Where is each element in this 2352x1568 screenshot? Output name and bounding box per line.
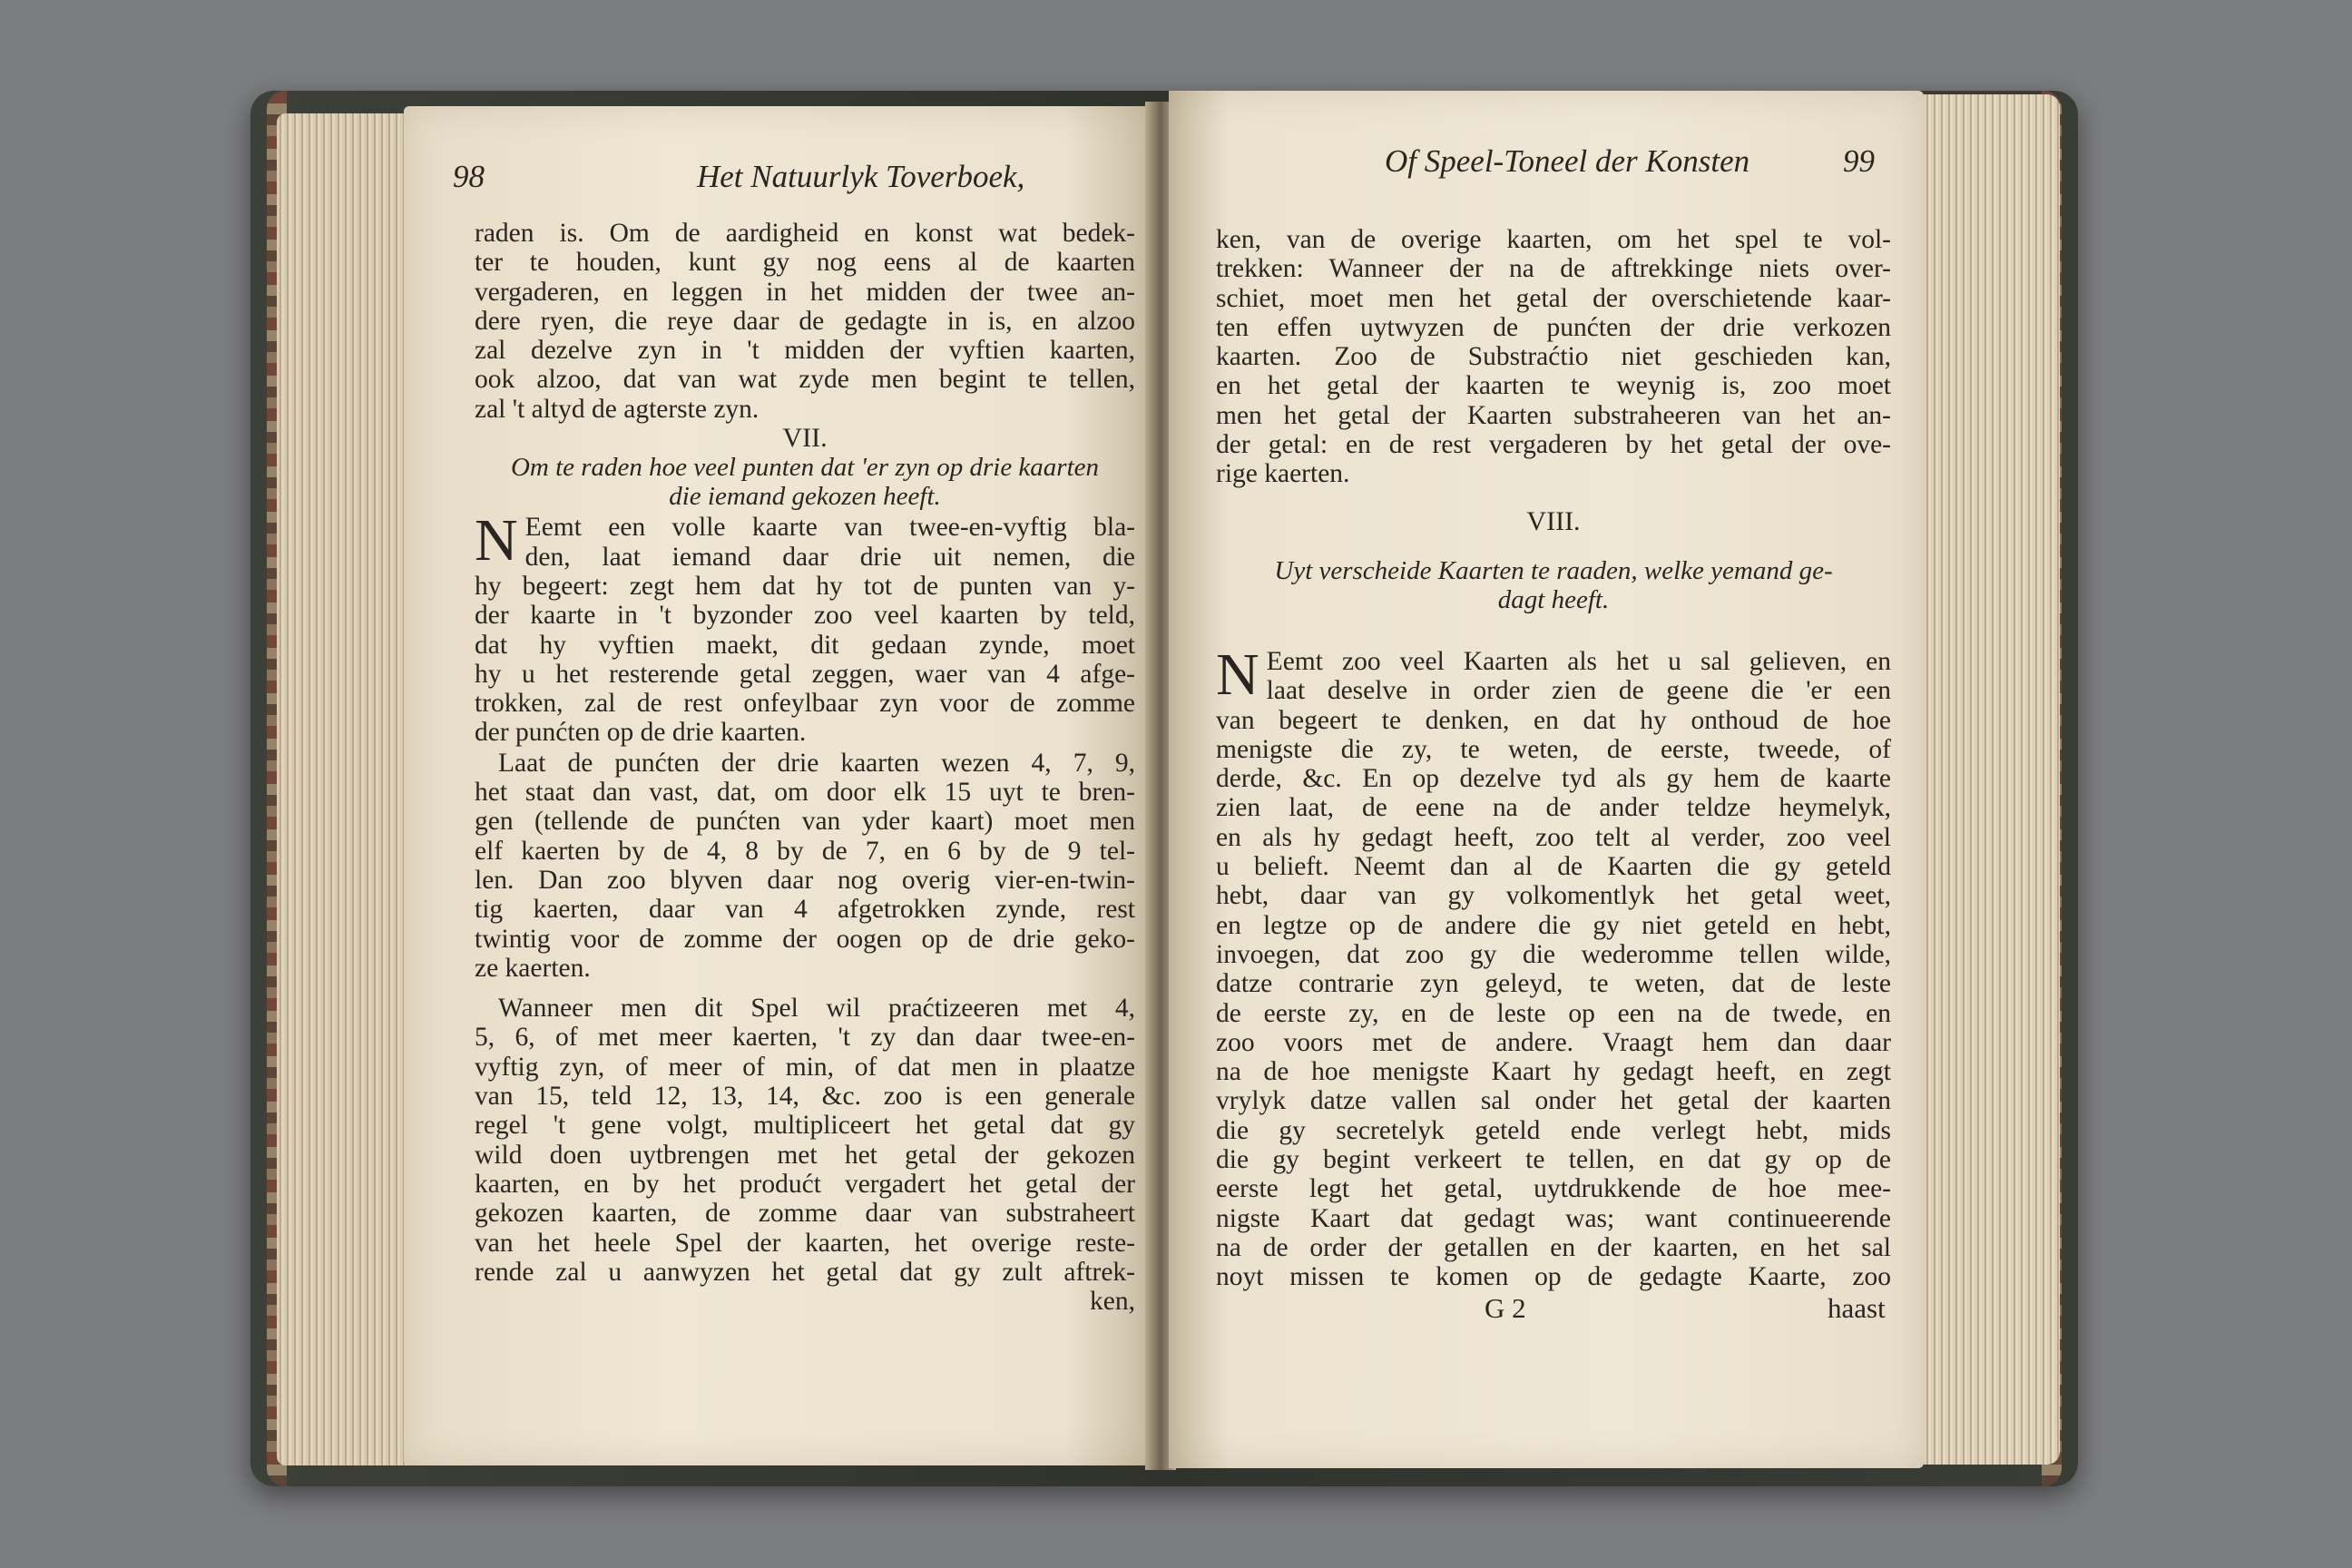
right-page-header bbox=[1230, 143, 1898, 189]
text-line: men het getal der Kaarten substraheeren van het an- bbox=[1216, 400, 1891, 430]
text-line: ze kaerten. bbox=[475, 953, 591, 983]
text-line: Wanneer men dit Spel wil praćtizeeren met 4, bbox=[498, 994, 1135, 1024]
text-line: ook alzoo, dat van wat zyde men begint te tellen, bbox=[475, 365, 1135, 395]
paragraph bbox=[475, 994, 1135, 1287]
text-line: 5, 6, of met meer kaerten, 't zy dan daar twee-en- bbox=[475, 1023, 1135, 1053]
text-line: zal 't altyd de agterste zyn. bbox=[475, 394, 760, 424]
text-line: rende zal u aanwyzen het getal dat gy zult aftrek- bbox=[475, 1257, 1135, 1287]
paragraph bbox=[475, 507, 1135, 748]
text-line: trekken: Wanneer der na de aftrekkinge niets over- bbox=[1216, 254, 1891, 284]
running-title: Of Speel-Toneel der Konsten bbox=[1385, 143, 1750, 179]
drop-cap: N bbox=[475, 507, 518, 574]
text-line: invoegen, dat zoo gy die wederomme tellen wilde, bbox=[1216, 939, 1891, 969]
paragraph bbox=[475, 219, 1135, 424]
text-line: Laat de punćten der drie kaarten wezen 4, 7, 9, bbox=[498, 748, 1135, 778]
text-line: dere ryen, die reye daar de gedagte in is, en alzoo bbox=[475, 306, 1135, 336]
text-line: van het heele Spel der kaarten, het overige reste- bbox=[475, 1228, 1135, 1258]
text-line: den, laat iemand daar drie uit nemen, die bbox=[524, 542, 1135, 572]
paragraph bbox=[1216, 641, 1891, 1292]
text-line: tig kaerten, daar van 4 afgetrokken zynde, rest bbox=[475, 895, 1135, 925]
text-line: raden is. Om de aardigheid en konst wat bedek- bbox=[475, 219, 1135, 248]
catchword: ken, bbox=[1090, 1287, 1135, 1317]
right-page-body bbox=[1216, 225, 1891, 1292]
text-line: van 15, teld 12, 13, 14, &c. zoo is een generale bbox=[475, 1082, 1135, 1112]
catchword: haast bbox=[1828, 1292, 1886, 1324]
section-title-line: die iemand gekozen heeft. bbox=[669, 482, 941, 512]
text-line: de eerste zy, en de leste op een na de twede, en bbox=[1216, 998, 1891, 1028]
text-line: na de order der getallen en der kaarten, en het sal bbox=[1216, 1232, 1891, 1262]
text-line: ten effen uytwyzen de punćten der drie verkozen bbox=[1216, 312, 1891, 342]
page-edges-left bbox=[277, 113, 411, 1465]
text-line: elf kaerten by de 4, 8 by de 7, en 6 by de 9 tel- bbox=[475, 836, 1135, 866]
text-line: zal dezelve zyn in 't midden der vyftien kaarten, bbox=[475, 336, 1135, 366]
text-line: nigste Kaart dat gedagt was; want continueerende bbox=[1216, 1203, 1891, 1233]
text-line: trokken, zal de rest onfeylbaar zyn voor de zomme bbox=[475, 689, 1135, 719]
text-line: wild doen uytbrengen met het getal der gekozen bbox=[475, 1140, 1135, 1170]
text-line: het staat dan vast, dat, om door elk 15 uyt te bren- bbox=[475, 778, 1135, 808]
left-page-body bbox=[475, 219, 1135, 1316]
running-title: Het Natuurlyk Toverboek, bbox=[697, 159, 1025, 194]
left-page bbox=[404, 106, 1154, 1465]
text-line: en als hy gedagt heeft, zoo telt al verder, zoo veel bbox=[1216, 822, 1891, 852]
text-line: Eemt een volle kaarte van twee-en-vyftig bla- bbox=[524, 513, 1135, 543]
text-line: vyftig zyn, of meer of min, of dat men in plaatze bbox=[475, 1052, 1135, 1082]
section-title-line: Om te raden hoe veel punten dat 'er zyn op drie kaarten bbox=[510, 453, 1100, 483]
page-number: 99 bbox=[1843, 143, 1875, 179]
section-title bbox=[1216, 556, 1891, 614]
section-title-line: dagt heeft. bbox=[1497, 584, 1610, 614]
text-line: der getal: en de rest vergaderen by het getal der ove- bbox=[1216, 430, 1891, 460]
text-line: kaarten, en by het produćt vergadert het getal der bbox=[475, 1169, 1135, 1199]
text-line: ter te houden, kunt gy nog eens al de kaarten bbox=[475, 248, 1135, 278]
text-line: en legtze op de andere die gy niet geteld en hebt, bbox=[1216, 910, 1891, 940]
section-numeral: VII. bbox=[782, 423, 828, 454]
section-numeral: VIII. bbox=[1526, 505, 1581, 536]
text-line: datze contrarie zyn geleyd, te weten, dat de leste bbox=[1216, 969, 1891, 999]
page-number: 98 bbox=[453, 159, 485, 194]
text-line: twintig voor de zomme der oogen op de drie geko- bbox=[475, 924, 1135, 954]
text-line: laat deselve in order zien de geene die 'er een bbox=[1266, 676, 1891, 706]
text-line: van begeert te denken, en dat hy onthoud de hoe bbox=[1216, 705, 1891, 735]
text-line: dat hy vyftien maekt, dit gedaan zynde, moet bbox=[475, 630, 1135, 660]
text-line: die gy secretelyk geteld ende verlegt hebt, mids bbox=[1216, 1115, 1891, 1145]
signature-mark: G 2 bbox=[1485, 1292, 1526, 1324]
text-line: zien laat, de eene na de ander teldze heymelyk, bbox=[1216, 793, 1891, 823]
paragraph bbox=[475, 749, 1135, 983]
text-line: zoo voors met de andere. Vraagt hem dan daar bbox=[1216, 1027, 1891, 1057]
text-line: menigste die zy, te weten, de eerste, tweede, of bbox=[1216, 734, 1891, 764]
text-line: Eemt zoo veel Kaarten als het u sal gelieven, en bbox=[1266, 646, 1891, 676]
page-edges-right bbox=[1924, 94, 2060, 1465]
text-line: na de hoe menigste Kaart hy gedagt heeft, en zegt bbox=[1216, 1057, 1891, 1087]
text-line: eerste legt het getal, uytdrukkende de hoe mee- bbox=[1216, 1174, 1891, 1204]
text-line: noyt missen te komen op de gedagte Kaarte, zoo bbox=[1216, 1262, 1891, 1292]
text-line: der punćten op de drie kaarten. bbox=[475, 718, 807, 748]
text-line: vergaderen, en leggen in het midden der twee an- bbox=[475, 277, 1135, 307]
section-title bbox=[475, 453, 1135, 511]
text-line: len. Dan zoo blyven daar nog overig vier-en-twin- bbox=[475, 865, 1135, 895]
section-title-line: Uyt verscheide Kaarten te raaden, welke yemand ge- bbox=[1274, 555, 1833, 585]
text-line: die gy begint verkeert te tellen, en dat gy op de bbox=[1216, 1145, 1891, 1175]
text-line: rige kaerten. bbox=[1216, 459, 1350, 489]
text-line: en het getal der kaarten te weynig is, zoo moet bbox=[1216, 371, 1891, 401]
text-line: hy u het resterende getal zeggen, waer van 4 afge- bbox=[475, 659, 1135, 689]
text-line: hy begeert: zegt hem dat hy tot de punten van y- bbox=[475, 571, 1135, 601]
text-line: ken, van de overige kaarten, om het spel te vol- bbox=[1216, 225, 1891, 254]
text-line: vrylyk datze vallen sal onder het getal der kaarten bbox=[1216, 1086, 1891, 1116]
text-line: der kaarte in 't byzonder zoo veel kaarten by teld, bbox=[475, 601, 1135, 631]
drop-cap: N bbox=[1216, 641, 1259, 708]
text-line: kaarten. Zoo de Substraćtio niet geschieden kan, bbox=[1216, 342, 1891, 372]
text-line: derde, &c. En op dezelve tyd als gy hem de kaarte bbox=[1216, 764, 1891, 794]
text-line: regel 't gene volgt, multipliceert het getal dat gy bbox=[475, 1111, 1135, 1141]
text-line: hebt, daar van gy volkomentlyk het getal weet, bbox=[1216, 881, 1891, 911]
right-page bbox=[1169, 91, 1924, 1468]
text-line: u belieft. Neemt dan al de Kaarten die gy geteld bbox=[1216, 852, 1891, 882]
text-line: schiet, moet men het getal der overschietende kaar- bbox=[1216, 283, 1891, 313]
paragraph bbox=[1216, 225, 1891, 489]
text-line: gekozen kaarten, de zomme daar van substraheert bbox=[475, 1199, 1135, 1229]
text-line: gen (tellende de punćten van yder kaart) moet men bbox=[475, 807, 1135, 837]
left-page-header bbox=[453, 159, 1129, 204]
